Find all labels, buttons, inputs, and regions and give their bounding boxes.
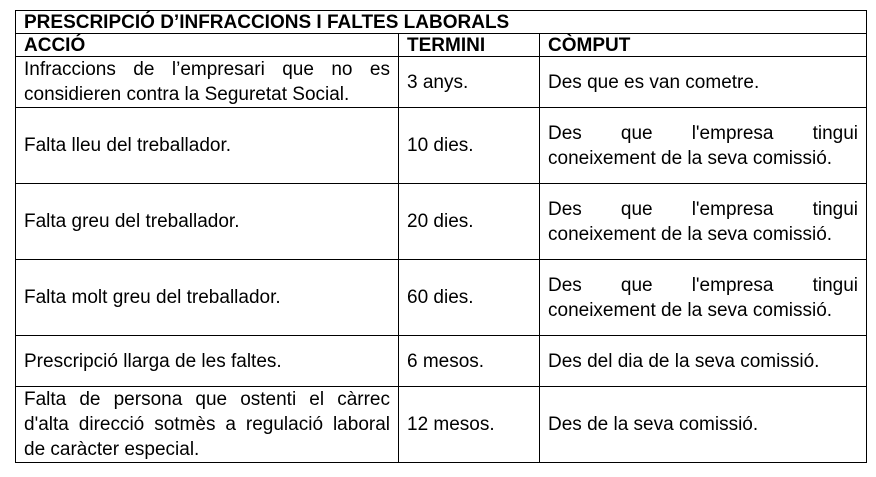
table-row — [16, 260, 867, 336]
table-row — [16, 184, 867, 260]
cell-accio: Prescripció llarga de les faltes. — [16, 336, 399, 387]
cell-accio: Falta greu del treballador. — [16, 184, 399, 260]
header-termini: TERMINI — [399, 34, 540, 57]
table-row — [16, 387, 867, 463]
table-header-row — [16, 34, 867, 57]
cell-comput: Des que l'empresa tingui coneixement de la seva comissió. — [540, 260, 867, 336]
cell-termini: 3 anys. — [399, 57, 540, 108]
prescription-table — [15, 10, 867, 463]
cell-comput: Des del dia de la seva comissió. — [540, 336, 867, 387]
cell-termini: 60 dies. — [399, 260, 540, 336]
header-accio: ACCIÓ — [16, 34, 399, 57]
table-row — [16, 108, 867, 184]
table-title-row — [16, 11, 867, 34]
cell-accio: Falta lleu del treballador. — [16, 108, 399, 184]
cell-comput: Des que l'empresa tingui coneixement de la seva comissió. — [540, 184, 867, 260]
table-title: PRESCRIPCIÓ D’INFRACCIONS I FALTES LABORALS — [16, 11, 867, 34]
cell-comput: Des que es van cometre. — [540, 57, 867, 108]
cell-termini: 12 mesos. — [399, 387, 540, 463]
cell-accio: Infraccions de l’empresari que no es considieren contra la Seguretat Social. — [16, 57, 399, 108]
cell-accio: Falta molt greu del treballador. — [16, 260, 399, 336]
cell-accio: Falta de persona que ostenti el càrrec d'alta direcció sotmès a regulació laboral de caràcter especial. — [16, 387, 399, 463]
table-row — [16, 336, 867, 387]
table-row — [16, 57, 867, 108]
header-comput: CÒMPUT — [540, 34, 867, 57]
cell-comput: Des que l'empresa tingui coneixement de la seva comissió. — [540, 108, 867, 184]
cell-termini: 20 dies. — [399, 184, 540, 260]
cell-comput: Des de la seva comissió. — [540, 387, 867, 463]
cell-termini: 10 dies. — [399, 108, 540, 184]
cell-termini: 6 mesos. — [399, 336, 540, 387]
